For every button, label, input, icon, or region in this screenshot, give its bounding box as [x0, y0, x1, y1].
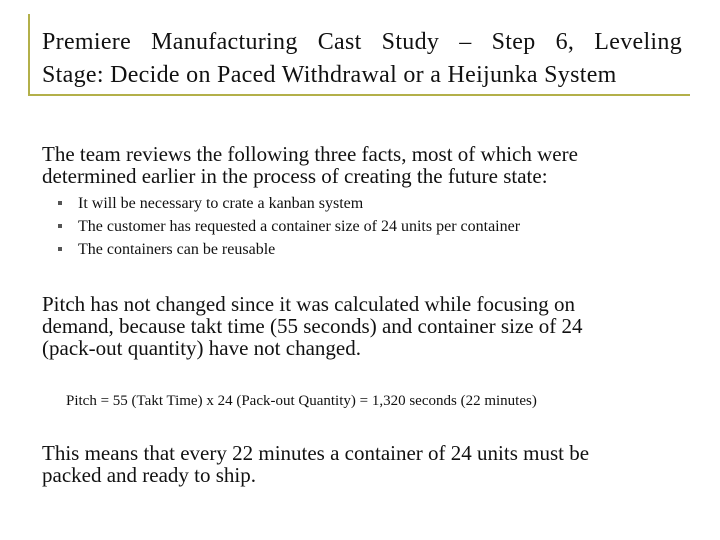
- pitch-line-2: demand, because takt time (55 seconds) and container size of 24: [42, 314, 583, 338]
- slide-title-line-2: Stage: Decide on Paced Withdrawal or a Heijunka System: [42, 62, 617, 88]
- pitch-line-1: Pitch has not changed since it was calculated while focusing on: [42, 292, 576, 316]
- fact-text: The customer has requested a container size of 24 units per container: [78, 218, 521, 235]
- fact-text: The containers can be reusable: [78, 241, 276, 258]
- intro-paragraph: [42, 143, 682, 187]
- title-left-rule: [28, 14, 30, 96]
- conclusion-paragraph: [42, 442, 682, 486]
- facts-list: [58, 192, 520, 261]
- conclusion-line-1: This means that every 22 minutes a container of 24 units must be: [42, 441, 590, 465]
- bullet-square-icon: [58, 247, 62, 251]
- conclusion-line-2: packed and ready to ship.: [42, 463, 257, 487]
- title-frame: [28, 14, 690, 96]
- bullet-square-icon: [58, 201, 62, 205]
- bullet-square-icon: [58, 224, 62, 228]
- fact-text: It will be necessary to crate a kanban system: [78, 195, 364, 212]
- fact-item: [58, 192, 520, 215]
- fact-item: [58, 215, 520, 238]
- title-bottom-rule: [28, 94, 690, 96]
- fact-item: [58, 238, 520, 261]
- pitch-formula: Pitch = 55 (Takt Time) x 24 (Pack-out Quantity) = 1,320 seconds (22 minutes): [66, 393, 537, 409]
- intro-line-2: determined earlier in the process of creating the future state:: [42, 164, 548, 188]
- pitch-paragraph: [42, 293, 682, 359]
- slide-title-line-1: Premiere Manufacturing Cast Study – Step 6, Leveling: [42, 29, 682, 55]
- slide-title: [42, 26, 682, 92]
- pitch-line-3: (pack-out quantity) have not changed.: [42, 336, 361, 360]
- intro-line-1: The team reviews the following three facts, most of which were: [42, 142, 578, 166]
